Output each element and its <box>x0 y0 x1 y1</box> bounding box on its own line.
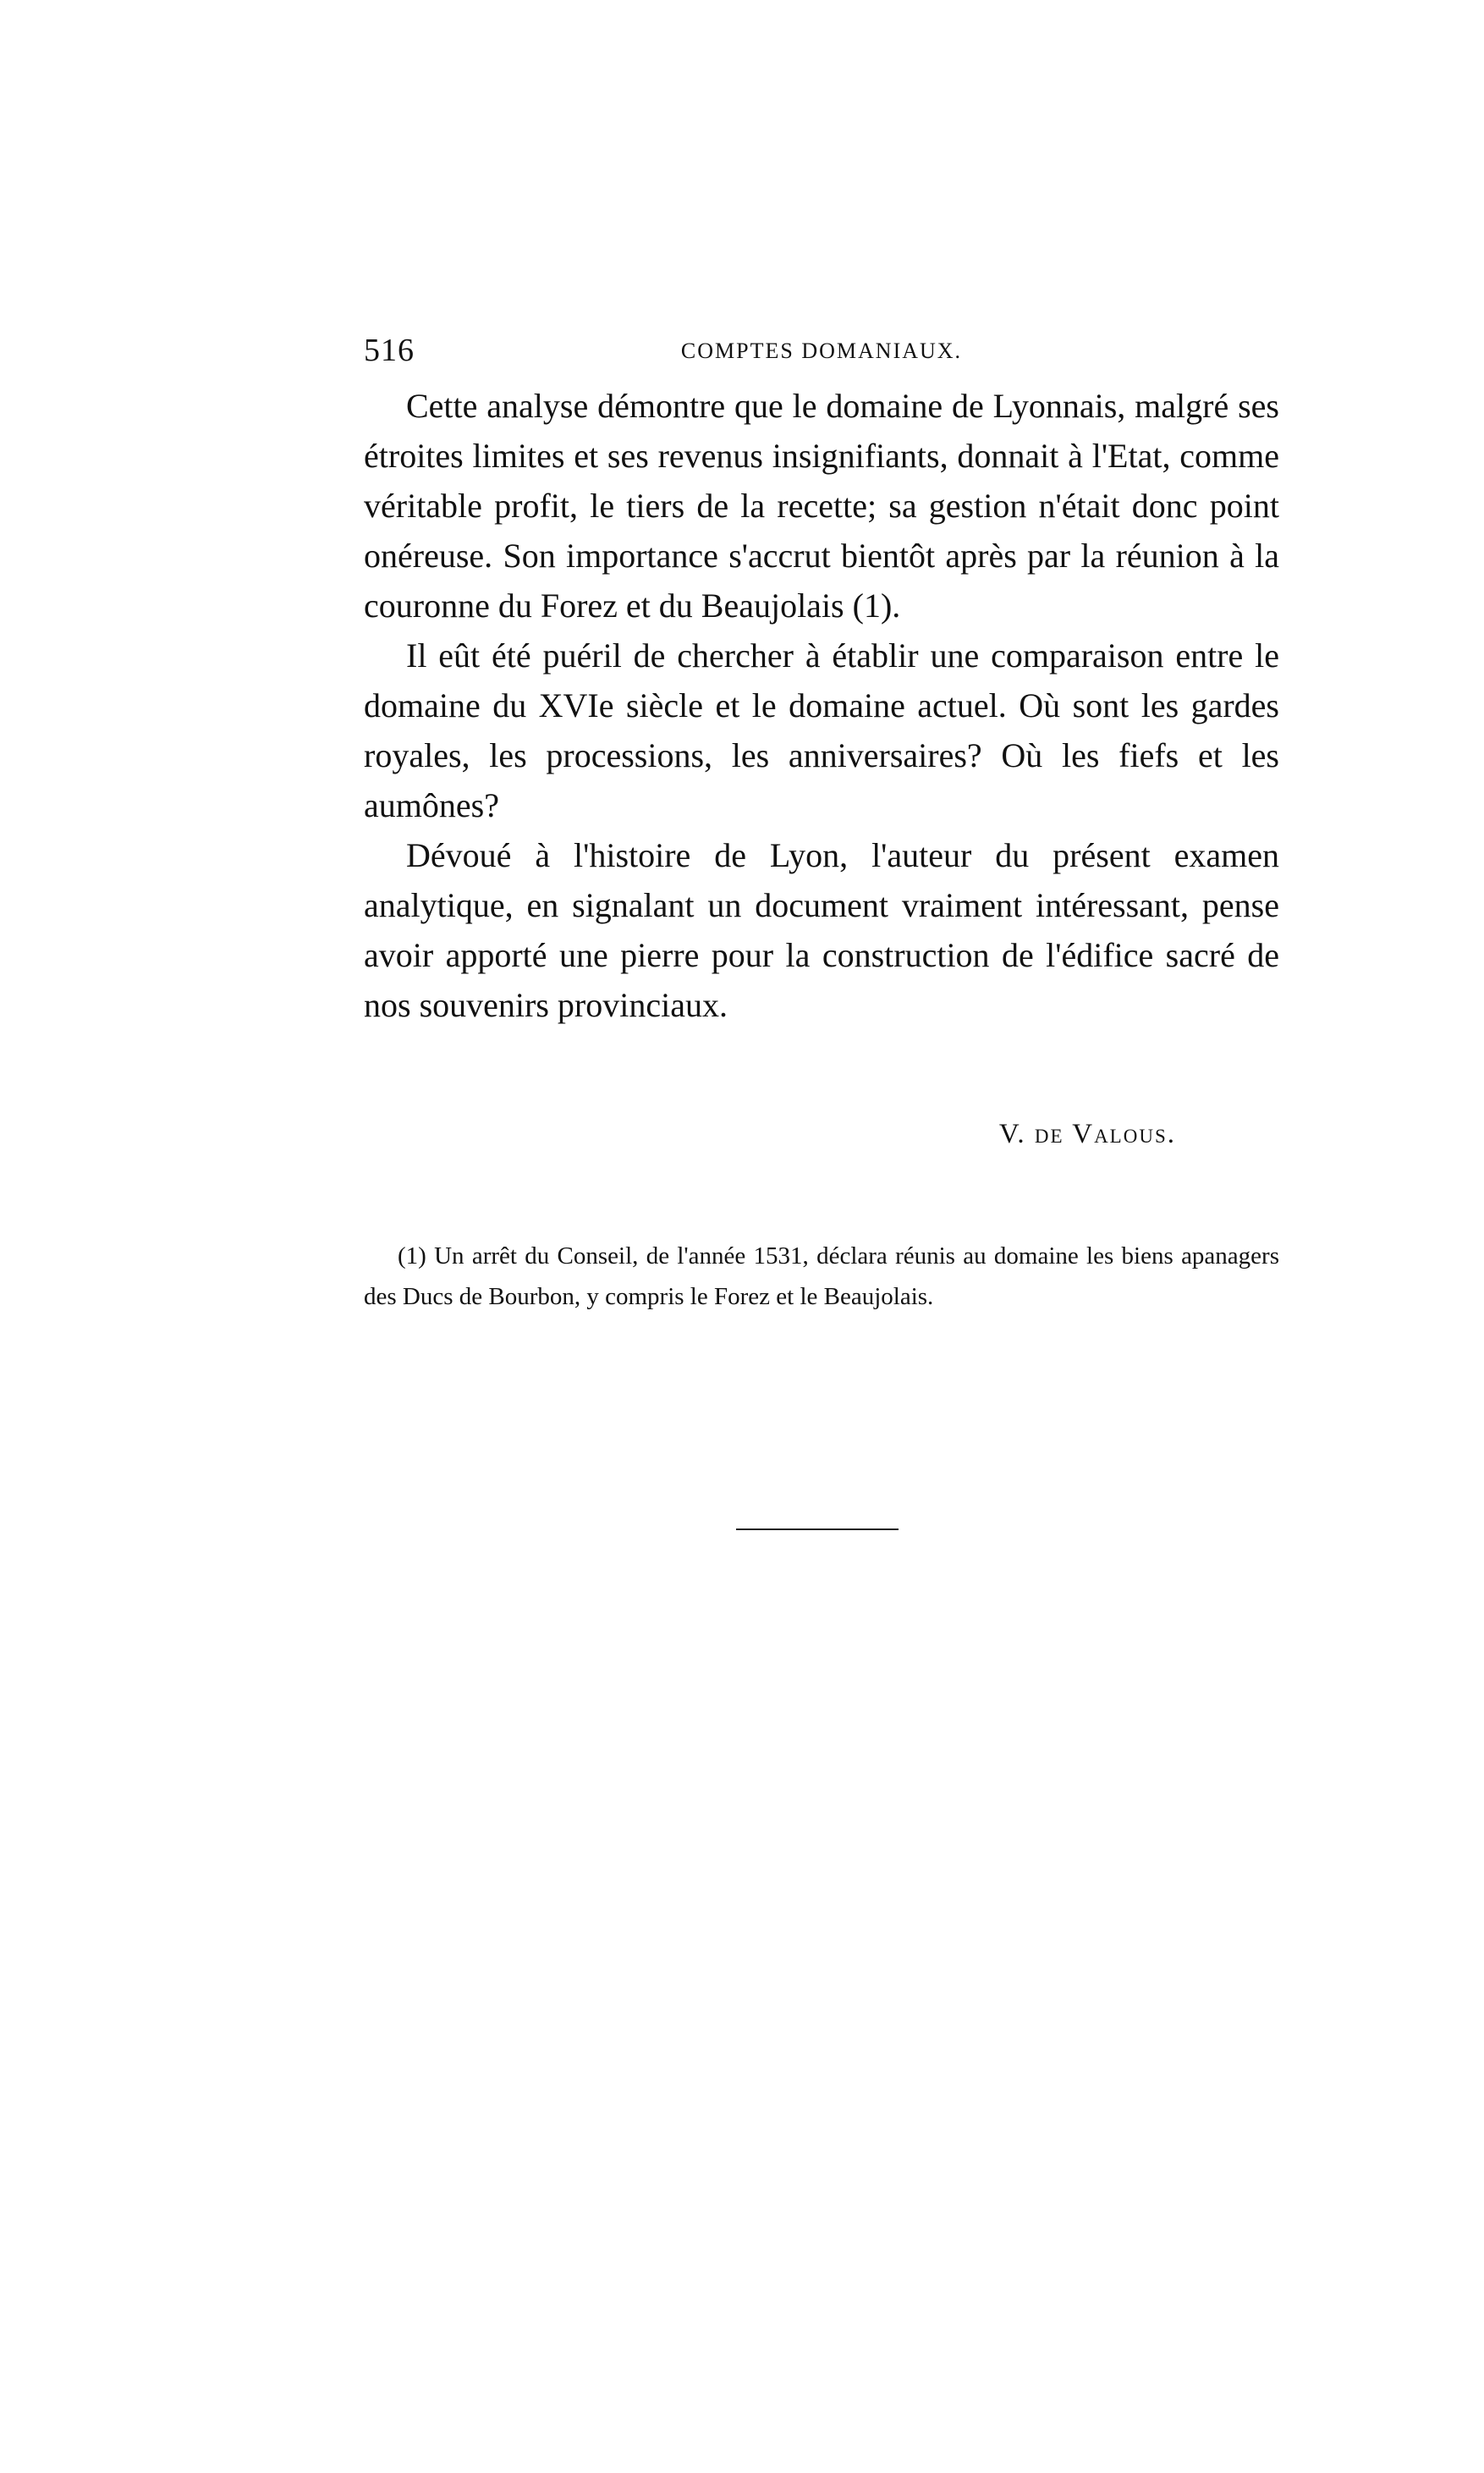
author-signature: V. de Valous. <box>998 1119 1176 1149</box>
page-number: 516 <box>364 333 415 368</box>
running-title: COMPTES DOMANIAUX. <box>680 339 963 363</box>
page-header <box>364 332 1279 369</box>
body-text <box>364 381 1279 1030</box>
closing-rule <box>736 1528 899 1530</box>
paragraph: Dévoué à l'histoire de Lyon, l'auteur du présent examen analytique, en signalant un document vraiment intéressant, pense avoir apporté une pierre pour la construction de l'édifice sacré de nos souvenirs provinciaux. <box>364 836 1279 1024</box>
footnote: (1) Un arrêt du Conseil, de l'année 1531, déclara réunis au domaine les biens apanagers des Ducs de Bourbon, y compris le Forez et le Beaujolais. <box>364 1242 1279 1310</box>
paragraph: Cette analyse démontre que le domaine de Lyonnais, malgré ses étroites limites et ses revenus insignifiants, donnait à l'Etat, comme véritable profit, le tiers de la recette; sa gestion n'était donc point onéreuse. Son importance s'accrut bientôt après par la réunion à la couronne du Forez et du Beaujolais (1). <box>364 387 1279 625</box>
paragraph: Il eût été puéril de chercher à établir une comparaison entre le domaine du XVIe siècle et le domaine actuel. Où sont les gardes royales, les processions, les anniversaires? Où les fiefs et les aumônes? <box>364 636 1279 824</box>
